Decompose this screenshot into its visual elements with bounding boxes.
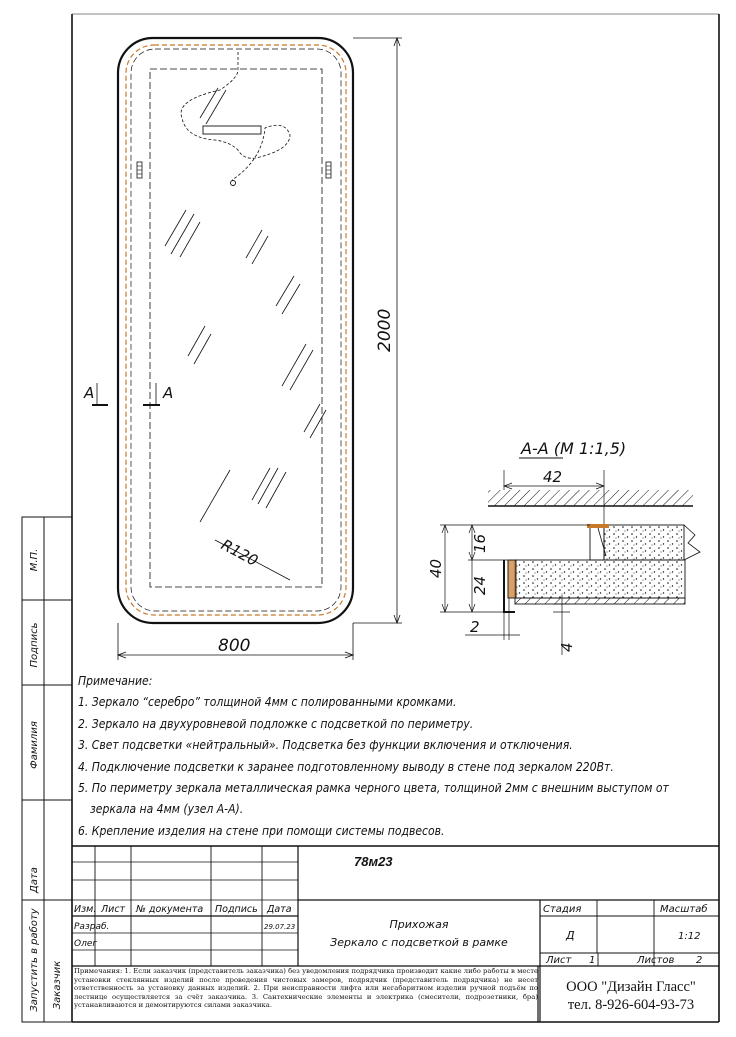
- note-5: 5. По периметру зеркала металлическая рамка черного цвета, толщиной 2мм с внешним выступом от: [78, 780, 669, 796]
- sheet-value: 1: [589, 955, 596, 966]
- note-4: 4. Подключение подсветки к заранее подготовленному выводу в стене под зеркалом 220Вт.: [78, 758, 614, 774]
- led-strip: [126, 45, 346, 615]
- title-line2: Зеркало с подсветкой в рамке: [330, 936, 508, 949]
- stage-value: Д: [566, 929, 575, 942]
- scale-label: Масштаб: [660, 904, 708, 915]
- upper-substrate: [604, 525, 684, 560]
- col-signature: Подпись: [215, 904, 258, 915]
- section-aa: [427, 439, 700, 655]
- col-change: Изм.: [74, 904, 97, 915]
- note-5-cont: зеркала на 4мм (узел А-А).: [90, 801, 244, 817]
- wire-outlet-icon: [231, 181, 236, 186]
- inner-panel: [150, 69, 322, 587]
- row-date: 29.07.23: [264, 923, 296, 931]
- stamp-signature: Подпись: [29, 622, 40, 668]
- sheets-label: Листов: [637, 955, 675, 966]
- sheets-value: 2: [696, 955, 703, 966]
- title-line1: Прихожая: [389, 918, 449, 931]
- note-1: 1. Зеркало “серебро” толщиной 4мм с полированными кромками.: [78, 694, 457, 710]
- dim-40-label: 40: [427, 558, 445, 578]
- wall-hatch: [488, 490, 693, 506]
- glass-reflection-marks: [165, 88, 326, 522]
- stamp-date: Дата: [29, 867, 40, 893]
- wire-connector: [203, 126, 261, 134]
- dim-24-label: 24: [471, 575, 489, 595]
- col-doc-no: № документа: [136, 904, 204, 915]
- dim-42-label: 42: [543, 468, 563, 486]
- row-developer: Разраб.: [74, 922, 110, 932]
- substrate-outline: [131, 49, 341, 611]
- note-2: 2. Зеркало на двухуровневой подложке с подсветкой по периметру.: [78, 715, 474, 731]
- dim-2-label: 2: [470, 618, 480, 636]
- company-name: ООО "Дизайн Гласс": [566, 979, 696, 995]
- radius-label: R120: [218, 535, 262, 570]
- company-phone: тел. 8-926-604-93-73: [567, 997, 695, 1013]
- section-title: А-А (М 1:1,5): [521, 439, 627, 458]
- section-mark-left: А: [84, 384, 95, 402]
- note-3: 3. Свет подсветки «нейтральный». Подсветка без функции включения и отключения.: [78, 737, 573, 753]
- dim-width-label: 800: [218, 636, 251, 656]
- scale-value: 1:12: [678, 931, 701, 942]
- stage-label: Стадия: [543, 904, 582, 915]
- mirror-front-view: [83, 38, 353, 623]
- dim-16-label: 16: [471, 533, 489, 553]
- stamp-mp: М.П.: [29, 548, 40, 572]
- lower-substrate: [515, 560, 685, 598]
- disclaimer-text: Примечания: 1. Если заказчик (представитель заказчика) без уведомления подрядчика производит какие либо работы в месте установки стеклянных изделий после проведения чистовых замеров, подрядчик (представитель подрядчика) не несет ответственность за установку данных изделий. 2. При неисправности лифта или негабаритном изделии ручной подъём по лестнице осуществляется за счёт заказчика. 3. Сантехнические элементы и электрика (смесители, подрозетники, бра) устанавливаются и демонтируются силами заказчика.: [74, 967, 538, 1010]
- stamp-launch: Запустить в работу: [29, 908, 40, 1012]
- note-6: 6. Крепление изделия на стене при помощи системы подвесов.: [78, 822, 445, 838]
- stamp-surname: Фамилия: [29, 721, 40, 769]
- sheet-frame: [72, 14, 719, 1022]
- dim-4-label: 4: [558, 642, 576, 652]
- doc-code: 78м23: [354, 854, 393, 869]
- dim-height-label: 2000: [375, 308, 395, 352]
- col-date: Дата: [267, 904, 292, 915]
- row-name: Олег: [74, 939, 98, 949]
- section-mark-right: А: [163, 384, 174, 402]
- company-block: [546, 978, 716, 1014]
- stamp-customer: Заказчик: [52, 960, 63, 1010]
- mirror-layer: [515, 598, 685, 604]
- notes-heading: Примечание:: [78, 673, 153, 688]
- sheet-label: Лист: [546, 955, 572, 966]
- wire-path: [181, 52, 290, 180]
- col-sheet: Лист: [101, 904, 126, 915]
- notes-block: [78, 670, 669, 841]
